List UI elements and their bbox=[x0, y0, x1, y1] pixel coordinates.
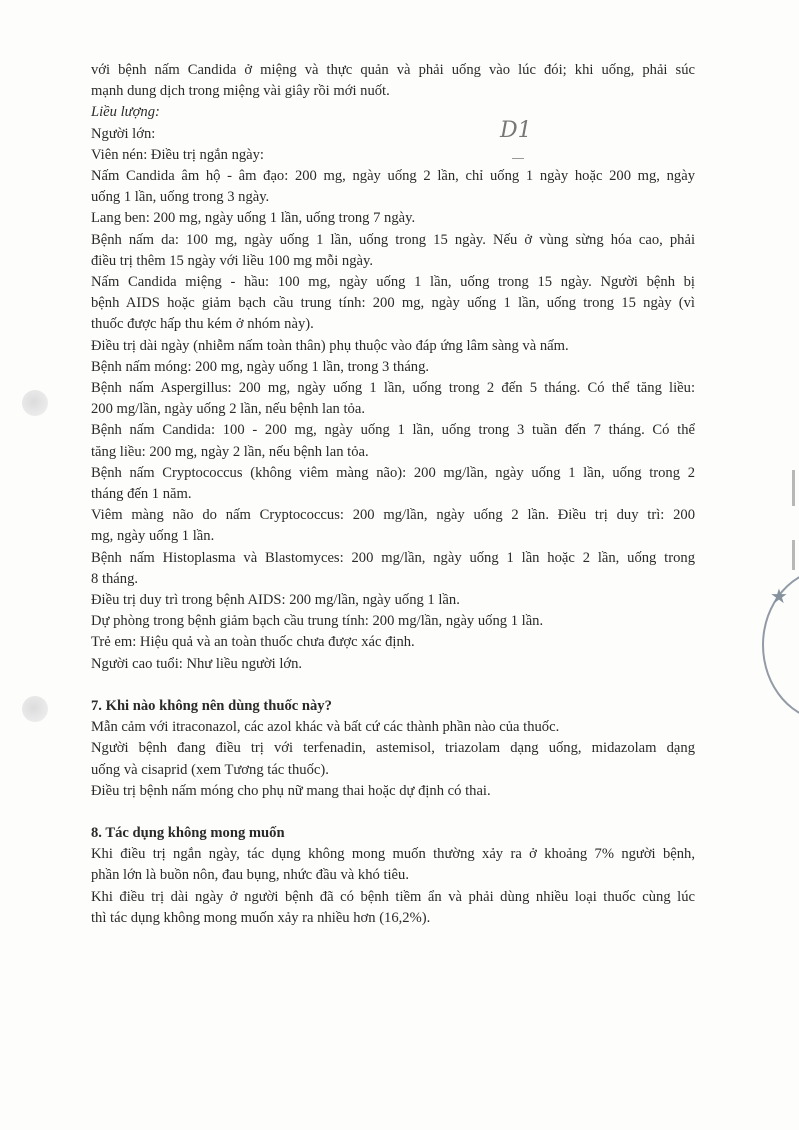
text-line: phần lớn là buồn nôn, đau bụng, nhức đầu và khó tiêu. bbox=[91, 867, 409, 884]
text-line: thuốc được hấp thu kém ở nhóm này). bbox=[91, 316, 314, 333]
text-line: Bệnh nấm da: 100 mg, ngày uống 1 lần, uống trong 15 ngày. Nếu ở vùng sừng hóa cao, phải bbox=[91, 231, 695, 248]
punch-hole-top bbox=[22, 390, 48, 416]
document-body bbox=[91, 60, 695, 929]
text-line: Người bệnh đang điều trị với terfenadin, astemisol, triazolam dạng uống, midazolam dạng bbox=[91, 740, 695, 757]
text-line: 200 mg/lần, ngày uống 2 lần, nếu bệnh lan tỏa. bbox=[91, 401, 365, 418]
text-line: Người lớn: bbox=[91, 125, 156, 142]
text-line: Viên nén: Điều trị ngắn ngày: bbox=[91, 146, 264, 163]
text-line: mạnh dung dịch trong miệng vài giây rồi mới nuốt. bbox=[91, 83, 390, 100]
text-line: Nấm Candida âm hộ - âm đạo: 200 mg, ngày uống 2 lần, chỉ uống 1 ngày hoặc 200 mg, ngày bbox=[91, 168, 695, 185]
text-line: tăng liều: 200 mg, ngày 2 lần, nếu bệnh lan tỏa. bbox=[91, 443, 369, 460]
text-line: Bệnh nấm Aspergillus: 200 mg, ngày uống 1 lần, uống trong 2 đến 5 tháng. Có thể tăng liều: bbox=[91, 380, 695, 397]
section-8-heading: 8. Tác dụng không mong muốn bbox=[91, 824, 285, 841]
text-line: Bệnh nấm móng: 200 mg, ngày uống 1 lần, trong 3 tháng. bbox=[91, 358, 430, 375]
text-line: Bệnh nấm Cryptococcus (không viêm màng não): 200 mg/lần, ngày uống 1 lần, uống trong 2 bbox=[91, 464, 695, 481]
text-line: 8 tháng. bbox=[91, 570, 139, 587]
text-line: Điều trị duy trì trong bệnh AIDS: 200 mg/lần, ngày uống 1 lần. bbox=[91, 592, 460, 609]
text-line: Điều trị dài ngày (nhiễm nấm toàn thân) phụ thuộc vào đáp ứng lâm sàng và nấm. bbox=[91, 337, 569, 354]
text-line: thì tác dụng không mong muốn xảy ra nhiều hơn (16,2%). bbox=[91, 909, 431, 926]
text-line: điều trị thêm 15 ngày với liều 100 mg mỗi ngày. bbox=[91, 252, 373, 269]
text-line: uống 1 lần, uống trong 3 ngày. bbox=[91, 189, 270, 206]
text-line: Dự phòng trong bệnh giảm bạch cầu trung tính: 200 mg/lần, ngày uống 1 lần. bbox=[91, 613, 544, 630]
text-line: Bệnh nấm Candida: 100 - 200 mg, ngày uống 1 lần, uống trong 3 tuần đến 7 tháng. Có thể bbox=[91, 422, 695, 439]
text-line: với bệnh nấm Candida ở miệng và thực quản và phải uống vào lúc đói; khi uống, phải súc bbox=[91, 62, 695, 78]
text-line: Trẻ em: Hiệu quả và an toàn thuốc chưa được xác định. bbox=[91, 634, 415, 651]
text-line: mg, ngày uống 1 lần. bbox=[91, 528, 215, 545]
scan-edge-mark bbox=[792, 540, 795, 570]
text-line: Người cao tuổi: Như liều người lớn. bbox=[91, 655, 303, 672]
official-stamp bbox=[762, 568, 799, 722]
punch-hole-bottom bbox=[22, 696, 48, 722]
text-line: uống và cisaprid (xem Tương tác thuốc). bbox=[91, 761, 329, 778]
text-line: Khi điều trị ngắn ngày, tác dụng không mong muốn thường xảy ra ở khoảng 7% người bệnh, bbox=[91, 846, 695, 863]
text-line: Viêm màng não do nấm Cryptococcus: 200 mg/lần, ngày uống 2 lần. Điều trị duy trì: 200 bbox=[91, 507, 695, 524]
text-line: Khi điều trị dài ngày ở người bệnh đã có bệnh tiềm ẩn và phải dùng nhiều loại thuốc cùng lúc bbox=[91, 888, 695, 905]
dosage-subheading: Liều lượng: bbox=[91, 104, 160, 121]
text-line: Nấm Candida miệng - hầu: 100 mg, ngày uống 1 lần, uống trong 15 ngày. Người bệnh bị bbox=[91, 274, 695, 291]
text-line: Lang ben: 200 mg, ngày uống 1 lần, uống trong 7 ngày. bbox=[91, 210, 416, 227]
text-line: Bệnh nấm Histoplasma và Blastomyces: 200 mg/lần, ngày uống 1 lần hoặc 2 lần, uống trong bbox=[91, 549, 695, 566]
stamp-star-icon: ★ bbox=[770, 584, 788, 608]
text-line: tháng đến 1 năm. bbox=[91, 486, 192, 503]
section-7-heading: 7. Khi nào không nên dùng thuốc này? bbox=[91, 697, 332, 714]
text-line: Mẫn cảm với itraconazol, các azol khác và bất cứ các thành phần nào của thuốc. bbox=[91, 719, 560, 736]
text-line: bệnh AIDS hoặc giảm bạch cầu trung tính: 200 mg, ngày uống 1 lần, uống trong 15 ngày (vì bbox=[91, 295, 695, 312]
scan-edge-mark bbox=[792, 470, 795, 506]
handwritten-note: D1 bbox=[500, 118, 532, 143]
text-line: Điều trị bệnh nấm móng cho phụ nữ mang thai hoặc dự định có thai. bbox=[91, 782, 491, 799]
